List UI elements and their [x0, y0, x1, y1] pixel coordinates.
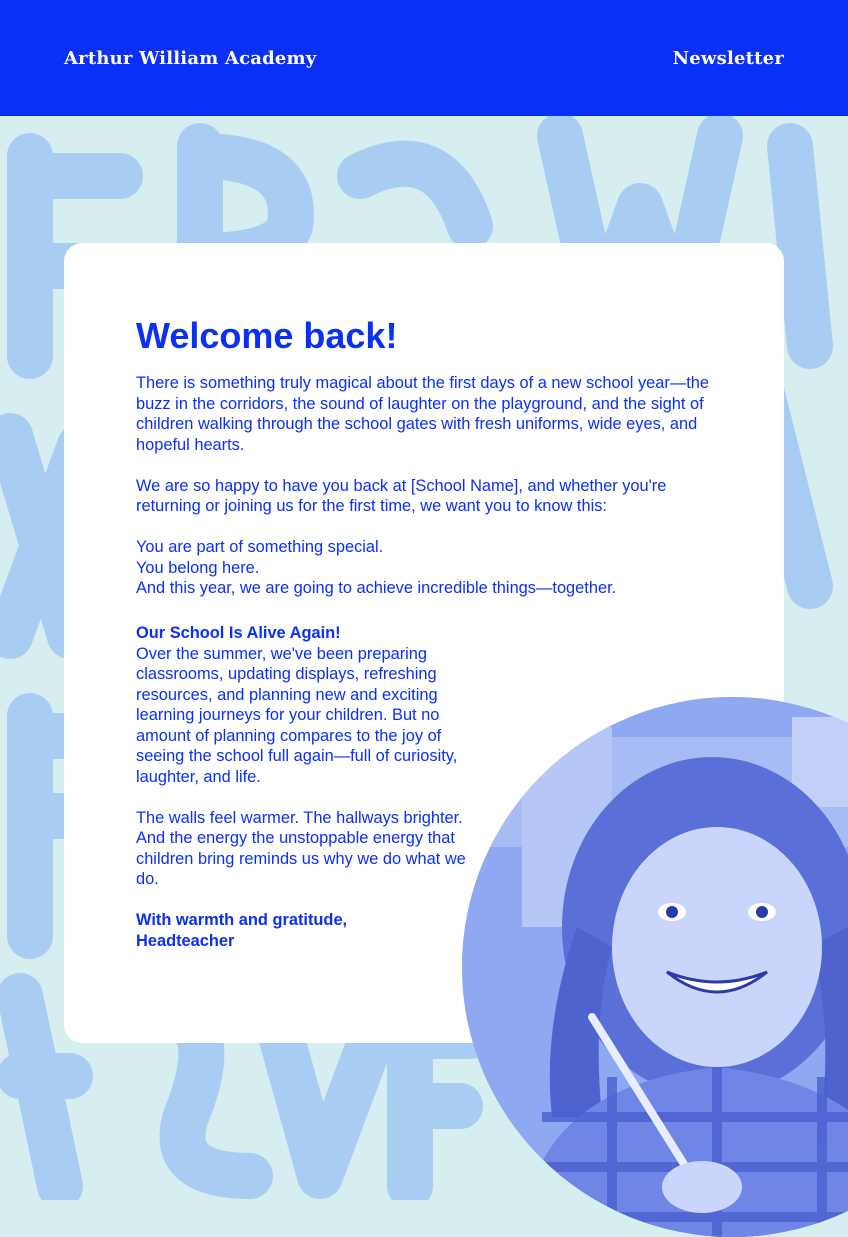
school-name: Arthur William Academy [64, 48, 317, 69]
school-alive-section [136, 623, 466, 972]
affirmation-line: And this year, we are going to achieve incredible things—together. [136, 579, 617, 597]
intro-text [136, 373, 726, 619]
intro-paragraph: We are so happy to have you back at [School Name], and whether you're returning or joining us for the first time, we want you to know this: [136, 476, 667, 515]
section-paragraph: Over the summer, we've been preparing classrooms, updating displays, refreshing resources, and planning new and exciting learning journeys for your children. But no amount of planning compares to the joy of seeing the school full again—full of curiosity, laughter, and life. [136, 644, 458, 786]
signoff-closing: With warmth and gratitude, [136, 911, 348, 929]
section-block [136, 623, 466, 787]
affirmation-line: You are part of something special. [136, 538, 384, 556]
intro-paragraph: There is something truly magical about the first days of a new school year—the buzz in the corridors, the sound of laughter on the playground, and the sight of children walking through the school gates with fresh uniforms, wide eyes, and hopeful hearts. [136, 374, 710, 454]
newsletter-label: Newsletter [672, 48, 784, 69]
masthead [0, 0, 848, 116]
welcome-title: Welcome back! [136, 315, 398, 356]
section-heading: Our School Is Alive Again! [136, 624, 341, 642]
signoff [136, 910, 466, 951]
signoff-role: Headteacher [136, 931, 235, 950]
affirmations [136, 537, 726, 599]
affirmation-line: You belong here. [136, 558, 260, 577]
section-paragraph: The walls feel warmer. The hallways brighter. And the energy the unstoppable energy that children bring reminds us why we do what we do. [136, 808, 466, 888]
